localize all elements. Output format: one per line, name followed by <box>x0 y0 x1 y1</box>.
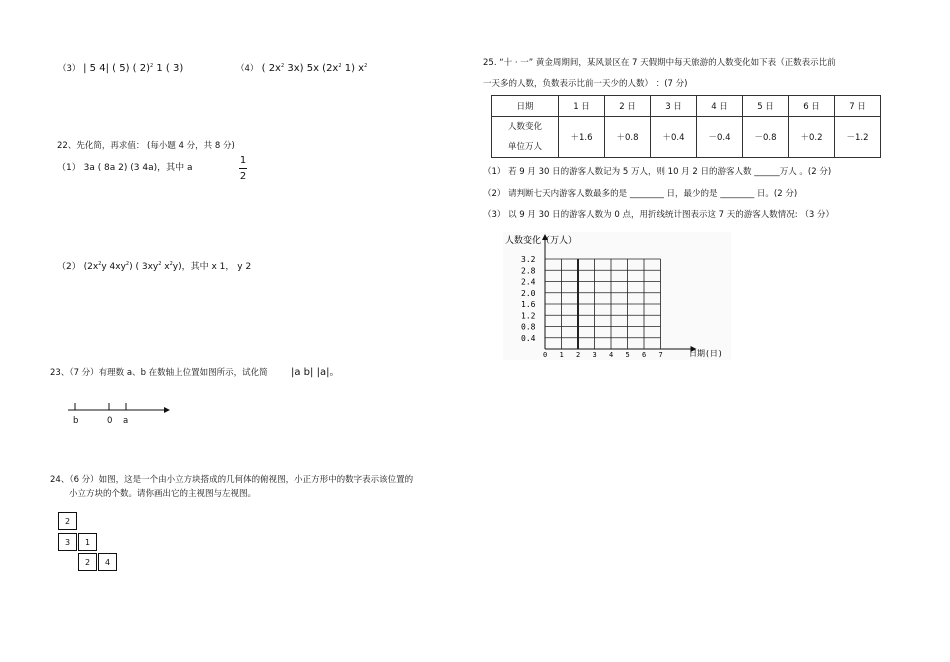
sq-sup: 2 <box>280 63 285 69</box>
q22-title: 22、先化简，再求值： (每小题 4 分，共 8 分) <box>57 141 235 151</box>
q22-p2-c: ) ( 3xy <box>129 262 159 272</box>
q22-p2-b: y 4xy <box>101 262 126 272</box>
q25-sub2: （2） 请判断七天内游客人数最多的是 ________ 日，最少的是 ________ 日。(2 分) <box>483 189 798 199</box>
table-row <box>492 117 881 158</box>
table-cell: ＋0.2 <box>789 117 835 158</box>
row-label-line2: 单位万人 <box>507 142 542 152</box>
answer-grid-chart <box>503 232 731 360</box>
sq-sup: 2 <box>364 63 368 69</box>
q21-part3 <box>58 64 183 74</box>
chart-ytick-label: 2.8 <box>521 266 536 276</box>
q22-fraction <box>239 155 247 182</box>
sq-sup: 2 <box>125 261 130 267</box>
sq-sup: 2 <box>98 261 102 267</box>
chart-svg <box>503 232 731 360</box>
grid-cell: 1 <box>78 533 97 551</box>
q21-p3-expr: | 5 4| ( 5) ( 2) <box>83 63 150 74</box>
chart-ytick-label: 1.2 <box>521 311 536 321</box>
table-header-day: 5 日 <box>743 96 789 117</box>
q21-p4-b: 3x) 5x (2x <box>284 63 339 74</box>
fraction-bar <box>239 168 247 169</box>
table-cell: －1.2 <box>835 117 881 158</box>
chart-xtick-label: 6 <box>642 351 647 359</box>
table-header-day: 6 日 <box>789 96 835 117</box>
q21-p4-c: 1) x <box>341 63 365 74</box>
table-cell: ＋1.6 <box>559 117 605 158</box>
table-cell: ＋0.4 <box>651 117 697 158</box>
q24-line2: 小立方块的个数。请你画出它的主视图与左视图。 <box>69 489 257 499</box>
table-header-day: 4 日 <box>697 96 743 117</box>
chart-ytick-label: 0.8 <box>521 322 536 332</box>
chart-ytick-label: 2.0 <box>521 288 536 298</box>
q23-text: 23、（7 分）有理数 a、b 在数轴上位置如图所示，试化简 <box>50 368 268 378</box>
q23-expr: |a b| |a|。 <box>291 367 340 378</box>
grid-cell: 2 <box>78 553 97 571</box>
q21-p4-a: ( 2x <box>261 63 281 74</box>
chart-ytick-label: 0.4 <box>521 333 536 343</box>
table-row <box>492 96 881 117</box>
chart-xtick-label: 0 <box>543 351 548 359</box>
chart-xtick-label: 2 <box>576 351 581 359</box>
table-cell: －0.8 <box>743 117 789 158</box>
chart-ytick-label: 2.4 <box>521 277 536 287</box>
table-header-day: 7 日 <box>835 96 881 117</box>
table-cell: －0.4 <box>697 117 743 158</box>
chart-ylabel: 人数变化（万人） <box>505 236 578 246</box>
q24-line1: 24、（6 分）如图，这是一个由小立方块搭成的几何体的俯视图，小正方形中的数字表示该位置的 <box>50 475 414 485</box>
q21-p3-exp: 2 <box>150 63 154 69</box>
chart-ytick-label: 1.6 <box>521 300 536 309</box>
tourist-change-table <box>491 95 881 158</box>
q21-part4 <box>236 64 367 74</box>
row-label-line1: 人数变化 <box>507 122 542 132</box>
q22-p2-a: （2） (2x <box>57 262 99 272</box>
q25-line1: 25. “十 · 一” 黄金周期间，某风景区在 7 天假期中每天旅游的人数变化如下表（正数表示比前 <box>483 58 836 68</box>
table-header-day: 3 日 <box>651 96 697 117</box>
q25-sub1: （1） 若 9 月 30 日的游客人数记为 5 万人，则 10 月 2 日的游客人数 ______万人 。(2 分) <box>483 167 832 177</box>
table-cell: ＋0.8 <box>605 117 651 158</box>
chart-xtick-label: 7 <box>658 351 663 359</box>
sq-sup: 2 <box>169 261 173 267</box>
q21-p4-label: （4） <box>236 64 259 74</box>
fraction-denominator: 2 <box>239 171 247 182</box>
table-header-day: 1 日 <box>559 96 605 117</box>
grid-cell: 2 <box>58 512 77 530</box>
chart-ytick-label: 3.2 <box>521 255 536 264</box>
chart-xtick-label: 5 <box>625 351 630 359</box>
q22-p2-d: x <box>161 262 170 272</box>
sq-sup: 2 <box>338 63 342 69</box>
table-header-date: 日期 <box>492 96 559 117</box>
sq-sup: 2 <box>158 261 162 267</box>
chart-grid <box>521 234 697 359</box>
grid-cell: 3 <box>58 533 77 551</box>
q25-sub3: （3） 以 9 月 30 日的游客人数为 0 点，用折线统计图表示这 7 天的游客人数情况: （3 分） <box>483 210 834 220</box>
chart-xtick-label: 1 <box>559 351 564 359</box>
number-line-arrow <box>164 407 170 413</box>
table-row-label <box>492 117 559 158</box>
fraction-numerator: 1 <box>239 155 247 166</box>
label-zero: 0 <box>107 416 113 426</box>
q21-p3-label: （3） <box>58 64 81 74</box>
table-header-day: 2 日 <box>605 96 651 117</box>
q22-p2-e: y)，其中 x 1， y 2 <box>172 262 252 272</box>
chart-xtick-label: 4 <box>609 351 614 359</box>
chart-xtick-label: 3 <box>592 351 597 359</box>
q22-part1: （1） 3a ( 8a 2) (3 4a)，其中 a <box>57 163 193 173</box>
q21-p3-tail: 1 ( 3) <box>153 63 184 74</box>
q22-part2 <box>57 262 251 272</box>
q25-line2: 一天多的人数，负数表示比前一天少的人数） ：(7 分) <box>483 79 688 89</box>
label-a: a <box>123 416 129 426</box>
label-b: b <box>73 416 79 426</box>
chart-xlabel: 日期(日) <box>689 349 723 358</box>
grid-cell: 4 <box>98 553 117 571</box>
